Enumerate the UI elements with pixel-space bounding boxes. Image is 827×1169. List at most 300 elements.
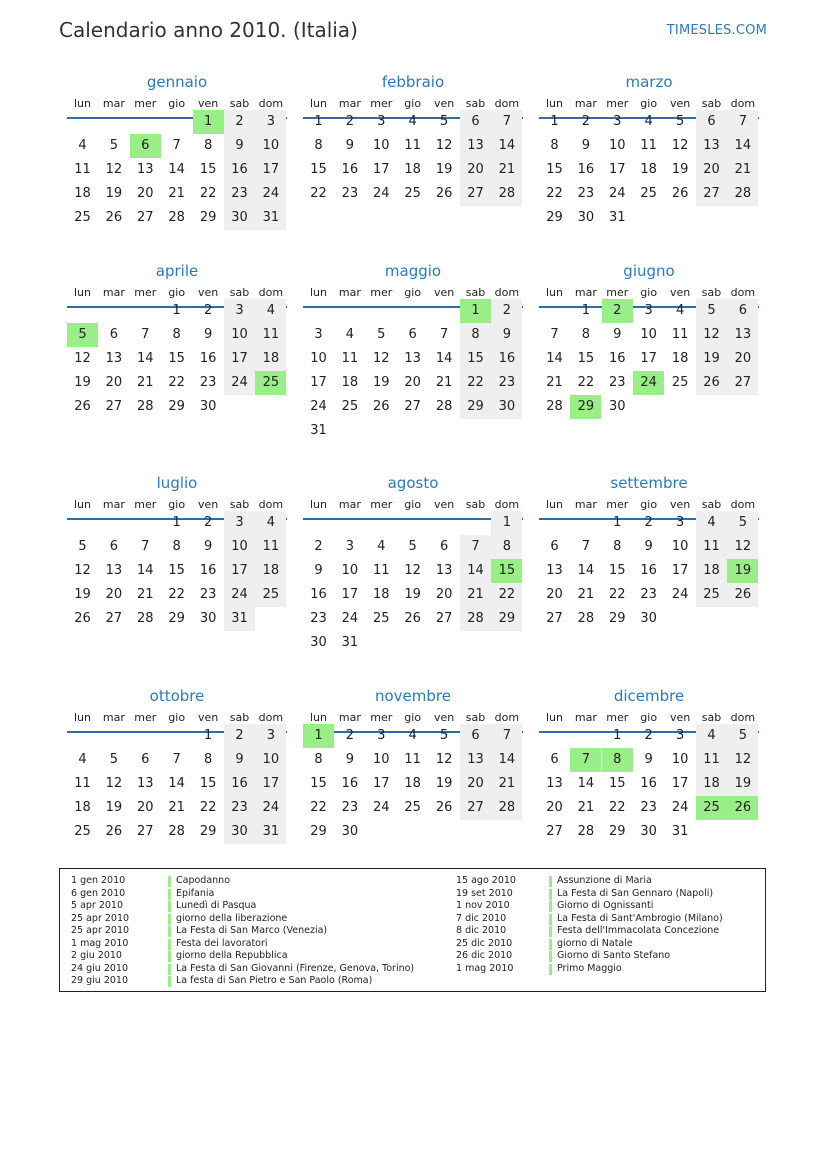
day-cell: 10 <box>341 563 359 578</box>
day-cell: 11 <box>255 323 286 347</box>
holiday-day-cell: 26 <box>727 796 758 820</box>
holiday-row <box>456 938 756 951</box>
day-cell: 18 <box>74 186 91 201</box>
day-cell: 19 <box>74 587 91 602</box>
day-cell: 22 <box>609 587 626 602</box>
day-cell: 22 <box>168 375 185 390</box>
day-cell: 14 <box>546 351 563 366</box>
day-cell: 28 <box>137 611 154 626</box>
day-cell: 3 <box>675 515 685 530</box>
weekday-label: mar <box>102 498 125 511</box>
weekday-label: lun <box>310 286 327 299</box>
day-cell: 4 <box>408 728 417 743</box>
holiday-day-cell: 19 <box>727 559 758 583</box>
day-cell: 12 <box>404 563 421 578</box>
day-cell: 30 <box>341 824 359 839</box>
holiday-date: 7 dic 2010 <box>456 912 507 924</box>
day-cell: 2 <box>345 114 355 129</box>
day-cell: 8 <box>172 327 181 342</box>
weekday-label: mer <box>134 711 157 724</box>
day-cell: 28 <box>491 182 522 206</box>
day-cell: 22 <box>491 583 522 607</box>
day-cell: 26 <box>671 186 689 201</box>
day-cell: 19 <box>105 800 123 815</box>
day-cell: 19 <box>696 347 727 371</box>
day-cell: 10 <box>609 138 626 153</box>
holiday-day-cell: 25 <box>255 371 286 395</box>
day-cell: 15 <box>609 563 626 578</box>
holiday-date: 1 mag 2010 <box>456 962 514 974</box>
day-cell: 21 <box>168 800 185 815</box>
day-cell: 27 <box>105 399 123 414</box>
holiday-row <box>71 913 451 926</box>
day-cell: 25 <box>404 800 421 815</box>
weekday-label: ven <box>433 711 455 724</box>
day-cell: 13 <box>435 563 453 578</box>
weekday-label: ven <box>433 286 455 299</box>
holiday-row <box>456 963 756 976</box>
day-cell: 25 <box>671 375 689 390</box>
day-cell: 24 <box>341 611 359 626</box>
weekday-label: ven <box>669 498 691 511</box>
holiday-marker <box>549 889 552 900</box>
day-cell: 28 <box>168 210 185 225</box>
day-cell: 22 <box>546 186 563 201</box>
day-cell: 24 <box>609 186 626 201</box>
day-cell: 15 <box>168 351 185 366</box>
day-cell: 13 <box>696 134 727 158</box>
weekday-label: lun <box>74 97 91 110</box>
weekday-label: ven <box>197 498 219 511</box>
day-cell: 30 <box>640 824 657 839</box>
day-cell: 14 <box>168 776 185 791</box>
holiday-name: Primo Maggio <box>557 962 622 974</box>
day-cell: 2 <box>644 515 653 530</box>
day-cell: 26 <box>105 824 123 839</box>
holiday-date: 25 apr 2010 <box>71 912 130 924</box>
day-cell: 12 <box>727 748 758 772</box>
day-cell: 9 <box>224 748 255 772</box>
weekday-label: dom <box>494 711 520 724</box>
day-cell: 16 <box>224 158 255 182</box>
day-cell: 21 <box>137 587 154 602</box>
day-cell: 21 <box>137 375 154 390</box>
day-cell: 10 <box>255 134 286 158</box>
day-cell: 24 <box>671 587 689 602</box>
day-cell: 9 <box>314 563 323 578</box>
brand-link[interactable]: TIMESLES.COM <box>666 23 767 38</box>
holiday-name: Lunedì di Pasqua <box>176 900 257 911</box>
day-cell: 15 <box>310 162 327 177</box>
day-cell: 22 <box>310 186 327 201</box>
day-cell: 9 <box>345 138 355 153</box>
weekday-label: ven <box>669 711 691 724</box>
day-cell: 4 <box>78 752 87 767</box>
day-cell: 19 <box>727 772 758 796</box>
day-cell: 5 <box>439 114 449 129</box>
day-cell: 23 <box>199 587 217 602</box>
day-cell: 15 <box>199 776 217 791</box>
day-cell: 23 <box>577 186 595 201</box>
day-cell: 27 <box>727 371 758 395</box>
day-cell: 16 <box>609 351 626 366</box>
day-cell: 19 <box>404 587 421 602</box>
day-cell: 2 <box>203 515 213 530</box>
day-cell: 18 <box>696 772 727 796</box>
day-cell: 4 <box>675 303 685 318</box>
day-cell: 15 <box>460 347 491 371</box>
day-cell: 7 <box>727 110 758 134</box>
day-cell: 22 <box>609 800 626 815</box>
month-name: settembre <box>610 474 688 492</box>
weekday-label: sab <box>229 286 250 299</box>
day-cell: 18 <box>255 559 286 583</box>
day-cell: 6 <box>408 327 417 342</box>
day-cell: 23 <box>199 375 217 390</box>
day-cell: 14 <box>491 134 522 158</box>
weekday-label: mer <box>134 286 157 299</box>
day-cell: 22 <box>168 587 185 602</box>
day-cell: 22 <box>310 800 327 815</box>
day-cell: 13 <box>460 748 491 772</box>
day-cell: 8 <box>203 752 213 767</box>
day-cell: 11 <box>341 351 359 366</box>
day-cell: 13 <box>460 134 491 158</box>
day-cell: 18 <box>373 587 390 602</box>
day-cell: 9 <box>581 138 591 153</box>
day-cell: 8 <box>613 539 622 554</box>
day-cell: 13 <box>546 563 563 578</box>
holiday-marker <box>549 964 552 975</box>
weekday-label: ven <box>669 97 691 110</box>
day-cell: 10 <box>310 351 327 366</box>
day-cell: 14 <box>137 563 154 578</box>
day-cell: 17 <box>341 587 359 602</box>
day-cell: 4 <box>377 539 386 554</box>
day-cell: 3 <box>255 724 286 748</box>
day-cell: 29 <box>199 210 217 225</box>
day-cell: 25 <box>74 210 91 225</box>
weekday-label: dom <box>730 711 756 724</box>
day-cell: 16 <box>199 351 217 366</box>
day-cell: 20 <box>435 587 453 602</box>
day-cell: 17 <box>671 776 689 791</box>
holiday-marker <box>549 939 552 950</box>
weekday-label: gio <box>640 286 658 299</box>
day-cell: 24 <box>310 399 327 414</box>
day-cell: 7 <box>491 724 522 748</box>
weekday-label: sab <box>465 97 486 110</box>
day-cell: 1 <box>172 515 181 530</box>
weekday-label: gio <box>168 498 186 511</box>
weekday-label: sab <box>465 711 486 724</box>
day-cell: 10 <box>373 138 390 153</box>
weekday-label: lun <box>546 97 563 110</box>
month-name: novembre <box>375 687 451 705</box>
weekday-label: dom <box>730 97 756 110</box>
day-cell: 12 <box>105 162 123 177</box>
day-cell: 6 <box>460 110 491 134</box>
day-cell: 30 <box>577 210 595 225</box>
day-cell: 7 <box>491 110 522 134</box>
day-cell: 8 <box>550 138 559 153</box>
day-cell: 22 <box>199 186 217 201</box>
day-cell: 8 <box>460 323 491 347</box>
holiday-marker <box>549 876 552 887</box>
day-cell: 10 <box>640 327 657 342</box>
day-cell: 12 <box>74 563 91 578</box>
month-name: agosto <box>387 474 439 492</box>
day-cell: 1 <box>550 114 559 129</box>
day-cell: 16 <box>310 587 327 602</box>
weekday-label: lun <box>310 97 327 110</box>
holiday-name: Capodanno <box>176 875 231 886</box>
day-cell: 10 <box>224 535 255 559</box>
holiday-name: Epifania <box>176 887 215 899</box>
holiday-name: Giorno di Santo Stefano <box>557 950 671 961</box>
day-cell: 27 <box>137 824 154 839</box>
day-cell: 8 <box>172 539 181 554</box>
day-cell: 23 <box>609 375 626 390</box>
weekday-label: gio <box>640 97 658 110</box>
day-cell: 21 <box>491 772 522 796</box>
holiday-marker <box>168 901 171 912</box>
day-cell: 9 <box>644 752 653 767</box>
day-cell: 14 <box>435 351 453 366</box>
holiday-day-cell: 29 <box>570 395 601 419</box>
weekday-label: lun <box>546 711 563 724</box>
day-cell: 24 <box>671 800 689 815</box>
holiday-marker <box>168 939 171 950</box>
day-cell: 31 <box>671 824 689 839</box>
day-cell: 10 <box>224 323 255 347</box>
holiday-name: La Festa di Sant'Ambrogio (Milano) <box>557 912 723 924</box>
day-cell: 27 <box>460 796 491 820</box>
month-name: luglio <box>156 474 198 492</box>
day-cell: 5 <box>727 511 758 535</box>
day-cell: 7 <box>550 327 559 342</box>
day-cell: 20 <box>137 186 154 201</box>
day-cell: 28 <box>546 399 563 414</box>
holiday-date: 19 set 2010 <box>456 887 513 899</box>
holiday-name: La Festa di San Gennaro (Napoli) <box>557 887 714 899</box>
weekday-label: sab <box>701 498 722 511</box>
day-cell: 5 <box>377 327 386 342</box>
weekday-label: gio <box>404 711 422 724</box>
weekday-label: ven <box>433 97 455 110</box>
day-cell: 18 <box>404 162 421 177</box>
day-cell: 27 <box>460 182 491 206</box>
day-cell: 9 <box>203 327 213 342</box>
weekday-label: gio <box>168 711 186 724</box>
holiday-date: 26 dic 2010 <box>456 950 513 961</box>
day-cell: 5 <box>439 728 449 743</box>
day-cell: 30 <box>199 399 217 414</box>
day-cell: 21 <box>727 158 758 182</box>
day-cell: 7 <box>581 539 591 554</box>
day-cell: 2 <box>314 539 323 554</box>
day-cell: 20 <box>696 158 727 182</box>
day-cell: 2 <box>581 114 591 129</box>
holiday-name: La Festa di San Giovanni (Firenze, Genova, Torino) <box>176 962 415 974</box>
weekday-label: mer <box>370 711 393 724</box>
day-cell: 18 <box>74 800 91 815</box>
day-cell: 27 <box>546 611 563 626</box>
weekday-label: dom <box>258 498 284 511</box>
weekday-label: dom <box>494 286 520 299</box>
holiday-name: Assunzione di Maria <box>557 875 652 886</box>
weekday-label: gio <box>404 97 422 110</box>
weekday-label: mar <box>574 97 597 110</box>
day-cell: 26 <box>105 210 123 225</box>
holiday-name: giorno della liberazione <box>176 912 288 924</box>
day-cell: 11 <box>74 162 91 177</box>
weekday-label: mar <box>102 711 125 724</box>
weekday-label: dom <box>730 286 756 299</box>
day-cell: 8 <box>314 138 323 153</box>
day-cell: 14 <box>727 134 758 158</box>
holiday-date: 25 apr 2010 <box>71 925 130 936</box>
weekday-label: mer <box>134 97 157 110</box>
day-cell: 20 <box>546 800 563 815</box>
day-cell: 7 <box>172 752 181 767</box>
day-cell: 2 <box>203 303 213 318</box>
day-cell: 5 <box>109 752 119 767</box>
day-cell: 4 <box>255 299 286 323</box>
day-cell: 7 <box>172 138 181 153</box>
weekday-label: mar <box>102 97 125 110</box>
weekday-label: sab <box>701 711 722 724</box>
day-cell: 12 <box>727 535 758 559</box>
holiday-date: 8 dic 2010 <box>456 925 507 936</box>
day-cell: 8 <box>314 752 323 767</box>
day-cell: 27 <box>696 182 727 206</box>
day-cell: 30 <box>224 820 255 844</box>
holiday-name: Festa dell'Immacolata Concezione <box>557 925 720 936</box>
holiday-list-right <box>456 875 756 975</box>
day-cell: 24 <box>224 371 255 395</box>
holiday-marker <box>168 951 171 962</box>
day-cell: 3 <box>255 110 286 134</box>
holiday-date: 6 gen 2010 <box>71 887 126 899</box>
weekday-label: ven <box>197 286 219 299</box>
day-cell: 26 <box>435 800 453 815</box>
day-cell: 16 <box>341 162 359 177</box>
holiday-row <box>456 913 756 926</box>
month-name: ottobre <box>149 687 205 705</box>
day-cell: 21 <box>460 583 491 607</box>
holiday-day-cell: 5 <box>67 323 98 347</box>
day-cell: 20 <box>727 347 758 371</box>
day-cell: 19 <box>105 186 123 201</box>
holiday-day-cell: 24 <box>633 371 664 395</box>
day-cell: 17 <box>224 559 255 583</box>
day-cell: 3 <box>377 728 386 743</box>
day-cell: 15 <box>310 776 327 791</box>
holiday-day-cell: 1 <box>303 724 334 748</box>
day-cell: 21 <box>435 375 453 390</box>
month-name: febbraio <box>381 73 445 91</box>
weekday-label: gio <box>640 498 658 511</box>
day-cell: 1 <box>613 728 622 743</box>
holiday-row <box>456 900 756 913</box>
day-cell: 16 <box>224 772 255 796</box>
day-cell: 4 <box>345 327 355 342</box>
day-cell: 28 <box>577 611 595 626</box>
day-cell: 29 <box>199 824 217 839</box>
day-cell: 2 <box>491 299 522 323</box>
day-cell: 10 <box>373 752 390 767</box>
holiday-marker <box>549 926 552 937</box>
day-cell: 14 <box>577 563 595 578</box>
day-cell: 29 <box>609 824 626 839</box>
day-cell: 8 <box>491 535 522 559</box>
day-cell: 23 <box>224 182 255 206</box>
weekday-label: mer <box>370 498 393 511</box>
day-cell: 11 <box>696 748 727 772</box>
month-name: gennaio <box>146 73 208 91</box>
day-cell: 14 <box>577 776 595 791</box>
day-cell: 8 <box>581 327 591 342</box>
day-cell: 2 <box>345 728 355 743</box>
day-cell: 30 <box>199 611 217 626</box>
day-cell: 4 <box>696 511 727 535</box>
day-cell: 5 <box>675 114 685 129</box>
day-cell: 15 <box>609 776 626 791</box>
day-cell: 20 <box>105 375 123 390</box>
day-cell: 1 <box>203 728 213 743</box>
day-cell: 2 <box>224 724 255 748</box>
holiday-marker <box>168 964 171 975</box>
day-cell: 6 <box>109 327 119 342</box>
holiday-day-cell: 1 <box>460 299 491 323</box>
day-cell: 15 <box>168 563 185 578</box>
day-cell: 25 <box>255 583 286 607</box>
day-cell: 14 <box>137 351 154 366</box>
day-cell: 21 <box>577 800 595 815</box>
holiday-row <box>456 888 756 901</box>
holiday-marker <box>549 901 552 912</box>
weekday-label: sab <box>229 711 250 724</box>
day-cell: 30 <box>224 206 255 230</box>
day-cell: 29 <box>609 611 626 626</box>
day-cell: 22 <box>460 371 491 395</box>
day-cell: 22 <box>199 800 217 815</box>
weekday-label: dom <box>258 286 284 299</box>
weekday-label: mer <box>606 97 629 110</box>
weekday-label: dom <box>258 711 284 724</box>
month-name: marzo <box>625 73 673 91</box>
day-cell: 27 <box>137 210 154 225</box>
day-cell: 28 <box>168 824 185 839</box>
day-cell: 17 <box>609 162 626 177</box>
day-cell: 3 <box>377 114 386 129</box>
day-cell: 2 <box>224 110 255 134</box>
day-cell: 21 <box>168 186 185 201</box>
day-cell: 29 <box>491 607 522 631</box>
day-cell: 28 <box>491 796 522 820</box>
weekday-label: dom <box>730 498 756 511</box>
day-cell: 31 <box>609 210 626 225</box>
month-name: aprile <box>155 262 199 280</box>
day-cell: 10 <box>671 539 689 554</box>
day-cell: 11 <box>404 138 421 153</box>
day-cell: 17 <box>255 158 286 182</box>
day-cell: 18 <box>255 347 286 371</box>
day-cell: 30 <box>310 635 327 650</box>
day-cell: 12 <box>435 752 453 767</box>
day-cell: 4 <box>255 511 286 535</box>
